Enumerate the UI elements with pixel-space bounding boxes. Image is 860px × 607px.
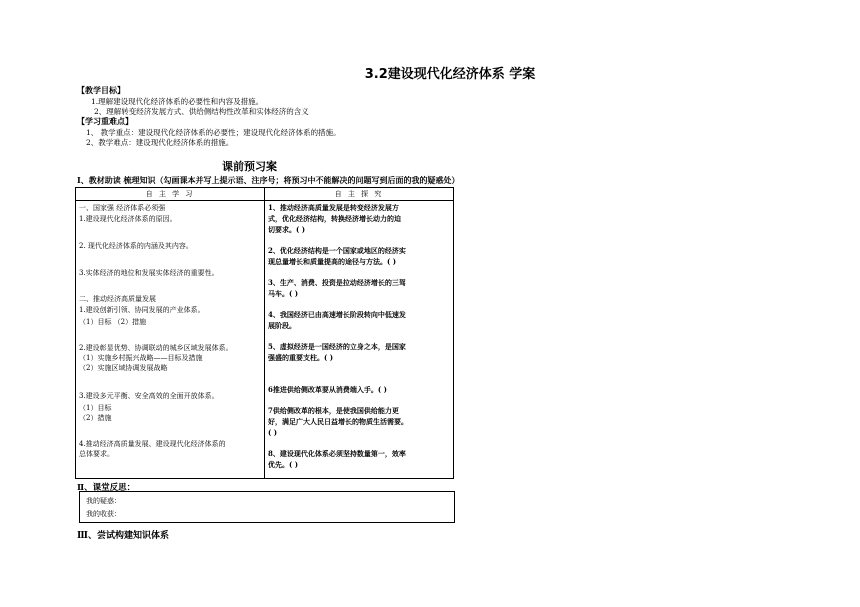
left-line: 总体要求。 (79, 450, 114, 458)
right-line: 马车。( ) (268, 289, 299, 298)
gain-label: 我的收获： (86, 510, 121, 518)
right-line: 6推进供给侧改革要从消费端入手。( ) (268, 385, 387, 394)
right-line: 好，满足广大人民日益增长的物质生活需要。 (268, 417, 408, 426)
study-table (75, 187, 454, 479)
self-study-header: 自 主 学 习 (76, 188, 265, 201)
right-line: 强盛的重要支柱。( ) (268, 353, 334, 362)
keypoints-heading: 【学习重难点】 (77, 116, 133, 126)
right-line: 优先。( ) (268, 460, 299, 469)
right-line: 5、虚拟经济是一国经济的立身之本，是国家 (268, 342, 406, 351)
self-explore-column (265, 201, 454, 479)
left-line: 1.建设创新引领、协同发展的产业体系。 (79, 306, 205, 314)
right-line: 式，优化经济结构，转换经济增长动力的迫 (268, 214, 401, 223)
right-line: 3、生产、消费、投资是拉动经济增长的三驾 (268, 278, 406, 287)
right-line: 8、建设现代化体系必须坚持数量第一，效率 (268, 449, 406, 458)
left-line: （1）目标 （2）措施 (79, 318, 147, 326)
right-line: 7供给侧改革的根本，是使我国供给能力更 (268, 406, 399, 415)
right-line: 切要求。( ) (268, 225, 306, 234)
right-line: ( ) (268, 428, 278, 437)
page-title: 3.2建设现代化经济体系 学案 (364, 67, 536, 82)
self-study-column (76, 201, 265, 479)
left-line: 2. 现代化经济体系的内涵及其内容。 (79, 242, 193, 250)
left-line: 一、国家强 经济体系必须强 (79, 204, 166, 212)
left-line: 3.实体经济的地位和发展实体经济的重要性。 (79, 269, 219, 277)
preview-heading: 课前预习案 (222, 160, 277, 173)
keypoint-item: 1、 教学重点：建设现代化经济体系的必要性；建设现代化经济体系的措施。 (86, 128, 341, 137)
left-line: （2）措施 (79, 414, 112, 422)
left-line: 4.推动经济高质量发展、建设现代化经济体系的 (79, 440, 226, 448)
keypoint-item: 2、教学难点：建设现代化经济体系的措施。 (86, 138, 234, 147)
doubt-label: 我的疑惑： (86, 497, 121, 505)
reflection-box (79, 491, 455, 523)
goal-item: 1.理解建设现代化经济体系的必要性和内容及措施。 (91, 97, 264, 106)
right-line: 4、我国经济已由高速增长阶段转向中低速发 (268, 310, 406, 319)
section-1-heading: Ⅰ、教材助读 梳理知识（勾画课本并写上提示语、注序号；将预习中不能解决的问题写到后面的我的疑惑处） (77, 175, 460, 185)
right-line: 2、优化经济结构是一个国家或地区的经济实 (268, 246, 406, 255)
goal-item: 2、理解转变经济发展方式、供给侧结构性改革和实体经济的含义 (94, 107, 309, 116)
right-line: 展阶段。 (268, 321, 296, 330)
section-3-heading: Ⅲ、尝试构建知识体系 (77, 531, 169, 541)
left-line: 2.建设彰显优势、协调联动的城乡区域发展体系。 (79, 344, 233, 352)
left-line: 1.建设现代化经济体系的原因。 (79, 215, 177, 223)
right-line: 1、推动经济高质量发展是转变经济发展方 (268, 203, 399, 212)
section-2-heading: Ⅱ、课堂反思： (77, 483, 136, 493)
left-line: （1）实施乡村振兴战略——目标及措施 (79, 354, 203, 362)
left-line: （2）实施区域协调发展战略 (79, 364, 168, 372)
left-line: 二、推动经济高质量发展 (79, 295, 156, 303)
self-explore-header: 自 主 探 究 (265, 188, 454, 201)
left-line: 3.建设多元平衡、安全高效的全面开放体系。 (79, 392, 219, 400)
goals-heading: 【教学目标】 (77, 85, 125, 95)
left-line: （1）目标 (79, 404, 112, 412)
right-line: 现总量增长和质量提高的途径与方法。( ) (268, 257, 397, 266)
